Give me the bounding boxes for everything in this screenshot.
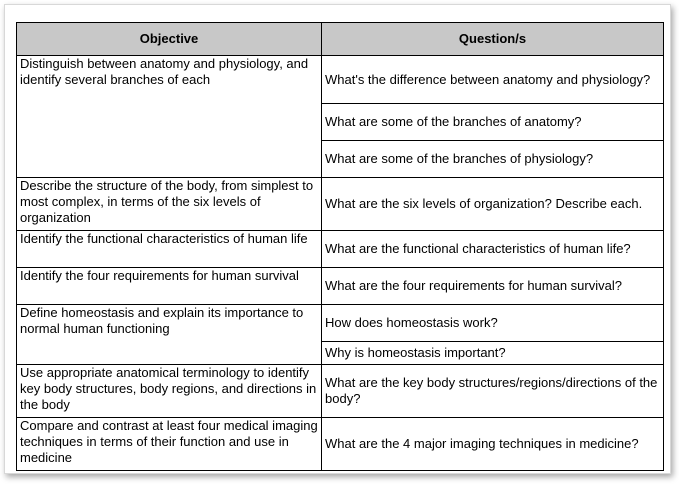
table-row — [17, 56, 664, 104]
table-row — [17, 365, 664, 418]
question-cell: Why is homeostasis important? — [322, 342, 664, 365]
question-cell: What are the key body structures/regions/directions of the body? — [322, 365, 664, 418]
question-cell: What are the 4 major imaging techniques in medicine? — [322, 418, 664, 471]
table-frame — [4, 4, 671, 474]
objective-cell: Describe the structure of the body, from simplest to most complex, in terms of the six levels of organization — [17, 178, 322, 231]
questions-column-header: Question/s — [322, 23, 664, 56]
objective-cell: Compare and contrast at least four medical imaging techniques in terms of their function and use in medicine — [17, 418, 322, 471]
objective-cell: Use appropriate anatomical terminology to identify key body structures, body regions, and directions in the body — [17, 365, 322, 418]
objective-cell: Identify the functional characteristics of human life — [17, 231, 322, 268]
header-row — [17, 23, 664, 56]
table-row — [17, 268, 664, 305]
question-cell: How does homeostasis work? — [322, 305, 664, 342]
table-row — [17, 418, 664, 471]
objective-column-header: Objective — [17, 23, 322, 56]
table-row — [17, 178, 664, 231]
question-cell: What are the six levels of organization? Describe each. — [322, 178, 664, 231]
objective-cell: Distinguish between anatomy and physiology, and identify several branches of each — [17, 56, 322, 178]
question-cell: What are the four requirements for human survival? — [322, 268, 664, 305]
table-row — [17, 231, 664, 268]
table-row — [17, 305, 664, 342]
question-cell: What are some of the branches of anatomy? — [322, 104, 664, 141]
question-cell: What are the functional characteristics of human life? — [322, 231, 664, 268]
objective-cell: Define homeostasis and explain its importance to normal human functioning — [17, 305, 322, 365]
objectives-table — [16, 22, 664, 471]
question-cell: What are some of the branches of physiology? — [322, 141, 664, 178]
question-cell: What's the difference between anatomy and physiology? — [322, 56, 664, 104]
objective-cell: Identify the four requirements for human survival — [17, 268, 322, 305]
